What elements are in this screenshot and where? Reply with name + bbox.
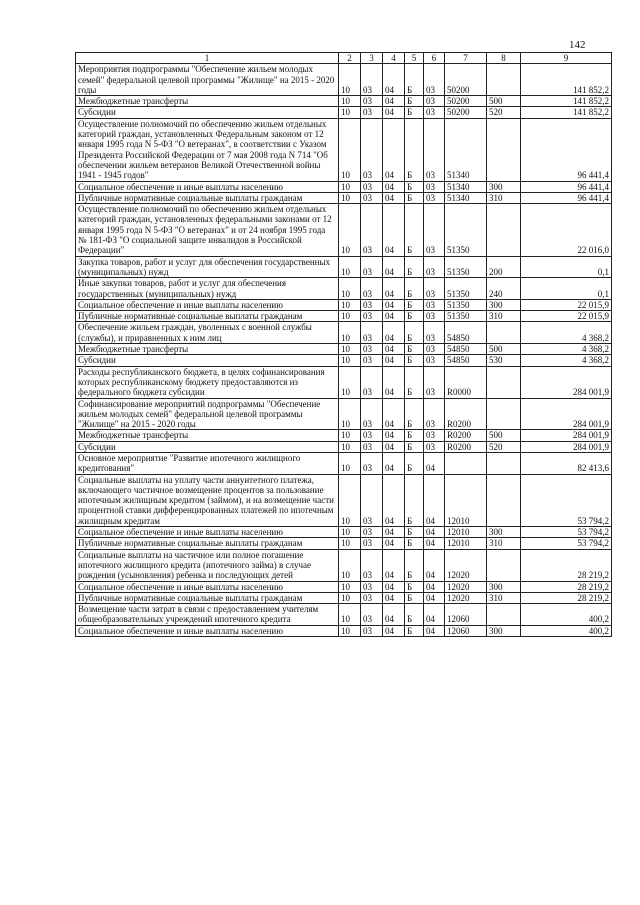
row-code-cell: 03 — [361, 278, 383, 300]
row-code-cell: Б — [405, 474, 424, 526]
row-name-cell: Обеспечение жильем граждан, уволенных с военной службы (службы), и приравненных к ним лиц — [76, 322, 339, 344]
row-code-cell: 03 — [361, 581, 383, 592]
row-name-cell: Межбюджетные трансферты — [76, 96, 339, 107]
row-code-cell: 10 — [339, 181, 361, 192]
row-code-cell: 10 — [339, 192, 361, 203]
row-amount-cell: 400,2 — [521, 604, 612, 626]
row-code-cell: 300 — [487, 299, 521, 310]
column-header: 1 — [76, 53, 339, 64]
row-code-cell: 10 — [339, 581, 361, 592]
row-code-cell: 500 — [487, 96, 521, 107]
table-row — [76, 322, 612, 344]
row-amount-cell: 0,1 — [521, 256, 612, 278]
row-code-cell: 04 — [383, 538, 405, 549]
row-code-cell: 300 — [487, 527, 521, 538]
table-row — [76, 107, 612, 118]
row-code-cell: 51340 — [445, 181, 487, 192]
row-code-cell: 04 — [383, 96, 405, 107]
table-row — [76, 344, 612, 355]
row-code-cell: 03 — [361, 64, 383, 96]
row-code-cell: Б — [405, 96, 424, 107]
row-code-cell: 03 — [361, 181, 383, 192]
row-code-cell: Б — [405, 527, 424, 538]
row-code-cell: 04 — [383, 527, 405, 538]
row-code-cell — [487, 366, 521, 398]
row-code-cell: Б — [405, 107, 424, 118]
row-amount-cell: 22 016,0 — [521, 204, 612, 256]
row-code-cell: 04 — [383, 311, 405, 322]
row-name-cell: Публичные нормативные социальные выплаты гражданам — [76, 192, 339, 203]
row-code-cell: 51350 — [445, 278, 487, 300]
row-code-cell: 04 — [383, 430, 405, 441]
row-code-cell: 04 — [383, 625, 405, 636]
row-code-cell: Б — [405, 299, 424, 310]
row-code-cell: 10 — [339, 625, 361, 636]
row-code-cell: 04 — [383, 299, 405, 310]
row-amount-cell: 53 794,2 — [521, 538, 612, 549]
row-code-cell: 50200 — [445, 107, 487, 118]
row-amount-cell: 141 852,2 — [521, 96, 612, 107]
row-code-cell: 03 — [424, 366, 445, 398]
row-code-cell: 530 — [487, 355, 521, 366]
table-row — [76, 311, 612, 322]
row-code-cell: 10 — [339, 64, 361, 96]
row-code-cell: 03 — [424, 96, 445, 107]
row-name-cell: Социальное обеспечение и иные выплаты населению — [76, 181, 339, 192]
row-code-cell: 12020 — [445, 592, 487, 603]
row-code-cell: Б — [405, 344, 424, 355]
row-name-cell: Расходы республиканского бюджета, в целях софинансирования которых республиканскому бюджету предоставляются из федерального бюджета субсидии — [76, 366, 339, 398]
row-code-cell: Б — [405, 311, 424, 322]
row-code-cell: 03 — [424, 441, 445, 452]
row-amount-cell: 82 413,6 — [521, 452, 612, 474]
row-amount-cell: 96 441,4 — [521, 192, 612, 203]
row-code-cell: 51350 — [445, 204, 487, 256]
row-code-cell: 04 — [383, 64, 405, 96]
row-code-cell: 04 — [383, 441, 405, 452]
row-code-cell: Б — [405, 441, 424, 452]
row-code-cell: Б — [405, 452, 424, 474]
row-code-cell: 03 — [361, 366, 383, 398]
row-code-cell — [487, 474, 521, 526]
row-code-cell: 10 — [339, 344, 361, 355]
row-code-cell: 04 — [383, 322, 405, 344]
row-code-cell: 12010 — [445, 474, 487, 526]
table-row — [76, 256, 612, 278]
row-amount-cell: 141 852,2 — [521, 64, 612, 96]
row-code-cell: 10 — [339, 441, 361, 452]
column-header: 5 — [405, 53, 424, 64]
row-code-cell: 310 — [487, 192, 521, 203]
row-name-cell: Осуществление полномочий по обеспечению жильем отдельных категорий граждан, установленных Федеральным законом от 12 января 1995 года N 5-ФЗ "О ветеранах", в соответствии с Указом Президента Российской Федерации от 7 мая 2008 года N 714 "Об обеспечении жильем ветеранов Великой Отечественной войны 1941 - 1945 годов" — [76, 118, 339, 181]
row-code-cell: Б — [405, 538, 424, 549]
row-code-cell: 310 — [487, 311, 521, 322]
row-code-cell: 10 — [339, 278, 361, 300]
row-code-cell: 03 — [361, 430, 383, 441]
table-row — [76, 581, 612, 592]
table-header-row — [76, 53, 612, 64]
row-code-cell: 10 — [339, 474, 361, 526]
row-code-cell: 10 — [339, 311, 361, 322]
row-code-cell: 10 — [339, 256, 361, 278]
row-code-cell: 03 — [424, 204, 445, 256]
row-amount-cell: 284 001,9 — [521, 398, 612, 430]
column-header: 9 — [521, 53, 612, 64]
row-name-cell: Субсидии — [76, 107, 339, 118]
row-code-cell: 10 — [339, 299, 361, 310]
row-code-cell: R0000 — [445, 366, 487, 398]
table-body — [76, 64, 612, 637]
row-code-cell: Б — [405, 256, 424, 278]
row-code-cell: 03 — [424, 355, 445, 366]
row-code-cell: 500 — [487, 430, 521, 441]
row-code-cell: 04 — [383, 366, 405, 398]
table-row — [76, 604, 612, 626]
table-row — [76, 64, 612, 96]
row-code-cell: 03 — [361, 604, 383, 626]
row-code-cell: 03 — [361, 355, 383, 366]
row-code-cell: 03 — [424, 107, 445, 118]
row-code-cell: 03 — [361, 549, 383, 581]
row-amount-cell: 0,1 — [521, 278, 612, 300]
row-amount-cell: 96 441,4 — [521, 181, 612, 192]
row-code-cell — [487, 204, 521, 256]
row-code-cell: 04 — [383, 118, 405, 181]
row-code-cell — [487, 549, 521, 581]
row-code-cell: 10 — [339, 604, 361, 626]
row-code-cell: 51350 — [445, 311, 487, 322]
row-code-cell: 04 — [383, 355, 405, 366]
row-code-cell: 03 — [361, 311, 383, 322]
row-name-cell: Межбюджетные трансферты — [76, 344, 339, 355]
row-code-cell: 03 — [361, 538, 383, 549]
row-code-cell: 300 — [487, 181, 521, 192]
row-code-cell: 10 — [339, 549, 361, 581]
row-code-cell: R0200 — [445, 430, 487, 441]
row-name-cell: Мероприятия подпрограммы "Обеспечение жильем молодых семей" федеральной целевой программы "Жилище" на 2015 - 2020 годы — [76, 64, 339, 96]
column-header: 4 — [383, 53, 405, 64]
row-amount-cell: 4 368,2 — [521, 344, 612, 355]
column-header: 6 — [424, 53, 445, 64]
row-name-cell: Публичные нормативные социальные выплаты гражданам — [76, 538, 339, 549]
row-code-cell: 12020 — [445, 549, 487, 581]
row-amount-cell: 284 001,9 — [521, 430, 612, 441]
row-name-cell: Социальное обеспечение и иные выплаты населению — [76, 299, 339, 310]
row-code-cell — [487, 322, 521, 344]
table-row — [76, 96, 612, 107]
row-code-cell: R0200 — [445, 398, 487, 430]
column-header: 3 — [361, 53, 383, 64]
row-code-cell: 10 — [339, 204, 361, 256]
row-code-cell — [487, 118, 521, 181]
row-name-cell: Закупка товаров, работ и услуг для обеспечения государственных (муниципальных) нужд — [76, 256, 339, 278]
row-name-cell: Межбюджетные трансферты — [76, 430, 339, 441]
table-row — [76, 538, 612, 549]
row-code-cell: 03 — [361, 118, 383, 181]
row-code-cell: 10 — [339, 398, 361, 430]
row-code-cell: 03 — [361, 322, 383, 344]
row-code-cell: 04 — [383, 204, 405, 256]
table-row — [76, 181, 612, 192]
row-code-cell: 12060 — [445, 604, 487, 626]
column-header: 7 — [445, 53, 487, 64]
row-code-cell: 03 — [424, 181, 445, 192]
row-amount-cell: 141 852,2 — [521, 107, 612, 118]
row-code-cell: 03 — [361, 625, 383, 636]
row-name-cell: Основное мероприятие "Развитие ипотечного жилищного кредитования" — [76, 452, 339, 474]
table-row — [76, 204, 612, 256]
row-code-cell: 04 — [383, 474, 405, 526]
row-code-cell: 03 — [424, 192, 445, 203]
table-row — [76, 430, 612, 441]
row-name-cell: Софинансирование мероприятий подпрограммы "Обеспечение жильем молодых семей" федеральной целевой программы "Жилище" на 2015 - 2020 годы — [76, 398, 339, 430]
row-code-cell: 03 — [361, 441, 383, 452]
row-amount-cell: 22 015,9 — [521, 299, 612, 310]
row-code-cell: 12020 — [445, 581, 487, 592]
table-row — [76, 592, 612, 603]
row-code-cell: 04 — [383, 452, 405, 474]
table-row — [76, 441, 612, 452]
row-code-cell: 04 — [383, 549, 405, 581]
row-code-cell: 04 — [383, 192, 405, 203]
row-code-cell: 10 — [339, 96, 361, 107]
row-code-cell: Б — [405, 355, 424, 366]
row-code-cell: 54850 — [445, 322, 487, 344]
row-code-cell: 03 — [424, 322, 445, 344]
row-code-cell: 51340 — [445, 192, 487, 203]
row-code-cell: Б — [405, 64, 424, 96]
row-code-cell — [487, 452, 521, 474]
row-code-cell: Б — [405, 398, 424, 430]
table-row — [76, 118, 612, 181]
row-code-cell: Б — [405, 181, 424, 192]
row-code-cell: Б — [405, 278, 424, 300]
row-code-cell: 12060 — [445, 625, 487, 636]
row-code-cell: 03 — [424, 278, 445, 300]
row-code-cell: 04 — [424, 452, 445, 474]
row-code-cell: Б — [405, 366, 424, 398]
table-row — [76, 366, 612, 398]
row-amount-cell: 400,2 — [521, 625, 612, 636]
row-code-cell: 03 — [424, 344, 445, 355]
row-name-cell: Иные закупки товаров, работ и услуг для обеспечения государственных (муниципальных) нужд — [76, 278, 339, 300]
row-code-cell: Б — [405, 549, 424, 581]
row-code-cell: 51340 — [445, 118, 487, 181]
table-row — [76, 625, 612, 636]
column-header: 2 — [339, 53, 361, 64]
row-code-cell: 03 — [424, 118, 445, 181]
row-code-cell: 03 — [361, 452, 383, 474]
table-row — [76, 355, 612, 366]
row-code-cell — [487, 64, 521, 96]
row-code-cell: R0200 — [445, 441, 487, 452]
table-row — [76, 549, 612, 581]
row-code-cell — [445, 452, 487, 474]
row-code-cell: 04 — [424, 592, 445, 603]
row-code-cell: 04 — [424, 625, 445, 636]
page-number: 142 — [569, 39, 586, 51]
row-code-cell: 03 — [361, 527, 383, 538]
row-code-cell: Б — [405, 592, 424, 603]
row-code-cell: 50200 — [445, 96, 487, 107]
row-code-cell: 300 — [487, 625, 521, 636]
row-code-cell: 12010 — [445, 527, 487, 538]
table-row — [76, 299, 612, 310]
row-code-cell: 04 — [383, 278, 405, 300]
row-code-cell — [487, 398, 521, 430]
row-code-cell: 300 — [487, 581, 521, 592]
row-code-cell: 520 — [487, 441, 521, 452]
row-amount-cell: 28 219,2 — [521, 549, 612, 581]
row-code-cell: 04 — [383, 581, 405, 592]
row-code-cell: 03 — [361, 256, 383, 278]
row-amount-cell: 22 015,9 — [521, 311, 612, 322]
row-code-cell: 03 — [361, 474, 383, 526]
row-code-cell: 04 — [424, 549, 445, 581]
row-amount-cell: 4 368,2 — [521, 355, 612, 366]
row-code-cell: 500 — [487, 344, 521, 355]
row-amount-cell: 4 368,2 — [521, 322, 612, 344]
row-amount-cell: 53 794,2 — [521, 527, 612, 538]
row-name-cell: Социальные выплаты на частичное или полное погашение ипотечного жилищного кредита (ипотечного займа) в случае рождения (усыновления) ребенка и последующих детей — [76, 549, 339, 581]
row-code-cell — [487, 604, 521, 626]
row-name-cell: Социальные выплаты на уплату части аннуитетного платежа, включающего частичное возмещение процентов за пользование ипотечным жилищным кредитом (займом), и на возмещение части процентной ставки дифференцированных платежей по ипотечным жилищным кредитам — [76, 474, 339, 526]
row-amount-cell: 284 001,9 — [521, 366, 612, 398]
row-code-cell: 04 — [383, 256, 405, 278]
row-code-cell: 03 — [424, 430, 445, 441]
row-amount-cell: 96 441,4 — [521, 118, 612, 181]
row-code-cell: 03 — [424, 256, 445, 278]
row-code-cell: 04 — [424, 581, 445, 592]
row-code-cell: 12010 — [445, 538, 487, 549]
row-code-cell: Б — [405, 581, 424, 592]
row-code-cell: 03 — [361, 344, 383, 355]
row-code-cell: 51350 — [445, 299, 487, 310]
row-code-cell: 04 — [383, 398, 405, 430]
row-code-cell: 04 — [383, 181, 405, 192]
row-name-cell: Публичные нормативные социальные выплаты гражданам — [76, 311, 339, 322]
row-code-cell: 10 — [339, 118, 361, 181]
row-code-cell: 04 — [424, 604, 445, 626]
row-name-cell: Социальное обеспечение и иные выплаты населению — [76, 625, 339, 636]
row-code-cell: 04 — [383, 604, 405, 626]
row-amount-cell: 28 219,2 — [521, 581, 612, 592]
row-code-cell: 10 — [339, 538, 361, 549]
row-code-cell: 10 — [339, 452, 361, 474]
row-code-cell: 03 — [361, 96, 383, 107]
row-code-cell: 03 — [361, 398, 383, 430]
table-row — [76, 192, 612, 203]
row-code-cell: 03 — [424, 64, 445, 96]
row-code-cell: 50200 — [445, 64, 487, 96]
row-code-cell: 03 — [424, 299, 445, 310]
row-code-cell: 04 — [383, 592, 405, 603]
row-code-cell: 04 — [383, 344, 405, 355]
row-code-cell: Б — [405, 192, 424, 203]
row-code-cell: 04 — [424, 474, 445, 526]
row-name-cell: Социальное обеспечение и иные выплаты населению — [76, 581, 339, 592]
row-code-cell: Б — [405, 118, 424, 181]
row-code-cell: 03 — [361, 192, 383, 203]
row-code-cell: 520 — [487, 107, 521, 118]
row-code-cell: Б — [405, 322, 424, 344]
row-code-cell: 10 — [339, 430, 361, 441]
row-amount-cell: 28 219,2 — [521, 592, 612, 603]
row-name-cell: Осуществление полномочий по обеспечению жильем отдельных категорий граждан, установленных федеральными законами от 12 января 1995 года N 5-ФЗ "О ветеранах" и от 24 ноября 1995 года № 181-ФЗ "О социальной защите инвалидов в Российской Федерации" — [76, 204, 339, 256]
row-code-cell: 10 — [339, 592, 361, 603]
row-code-cell: 03 — [361, 204, 383, 256]
row-code-cell: 03 — [361, 299, 383, 310]
row-code-cell: Б — [405, 430, 424, 441]
row-code-cell: 04 — [424, 538, 445, 549]
row-code-cell: 51350 — [445, 256, 487, 278]
table-row — [76, 398, 612, 430]
row-code-cell: 10 — [339, 527, 361, 538]
row-code-cell: 54850 — [445, 344, 487, 355]
row-code-cell: 310 — [487, 538, 521, 549]
row-code-cell: Б — [405, 204, 424, 256]
row-code-cell: 03 — [361, 107, 383, 118]
row-code-cell: 10 — [339, 322, 361, 344]
row-code-cell: 54850 — [445, 355, 487, 366]
table-row — [76, 527, 612, 538]
row-code-cell: 200 — [487, 256, 521, 278]
table-row — [76, 474, 612, 526]
row-code-cell: Б — [405, 625, 424, 636]
row-name-cell: Субсидии — [76, 441, 339, 452]
row-amount-cell: 284 001,9 — [521, 441, 612, 452]
row-code-cell: 03 — [424, 398, 445, 430]
table-row — [76, 278, 612, 300]
row-code-cell: 240 — [487, 278, 521, 300]
row-code-cell: 04 — [424, 527, 445, 538]
row-code-cell: 10 — [339, 355, 361, 366]
row-code-cell: 310 — [487, 592, 521, 603]
row-code-cell: 10 — [339, 107, 361, 118]
row-code-cell: 03 — [361, 592, 383, 603]
row-code-cell: Б — [405, 604, 424, 626]
row-name-cell: Социальное обеспечение и иные выплаты населению — [76, 527, 339, 538]
row-code-cell: 03 — [424, 311, 445, 322]
column-header: 8 — [487, 53, 521, 64]
row-code-cell: 10 — [339, 366, 361, 398]
row-code-cell: 04 — [383, 107, 405, 118]
row-name-cell: Субсидии — [76, 355, 339, 366]
budget-table — [75, 52, 612, 637]
row-name-cell: Публичные нормативные социальные выплаты гражданам — [76, 592, 339, 603]
row-name-cell: Возмещение части затрат в связи с предоставлением учителям общеобразовательных учреждений ипотечного кредита — [76, 604, 339, 626]
row-amount-cell: 53 794,2 — [521, 474, 612, 526]
table-row — [76, 452, 612, 474]
